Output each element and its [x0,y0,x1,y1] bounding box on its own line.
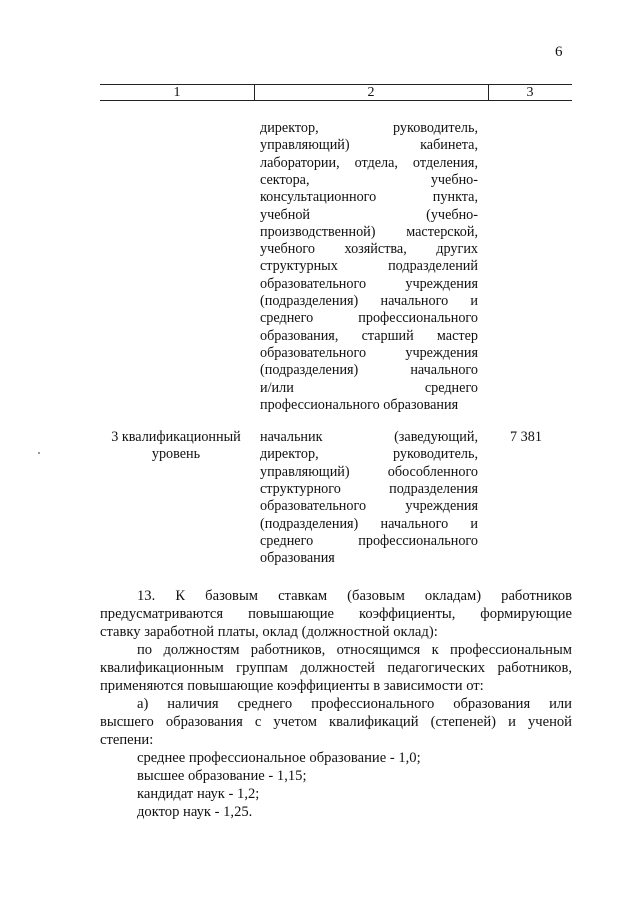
paragraph-line: применяются повышающие коэффициенты в зависимости от: [100,678,484,694]
position-line: образования [260,550,335,567]
paragraph-line: степени: [100,732,154,748]
scan-speck [38,452,40,454]
table-header-col-2: 2 [367,85,375,100]
position-line: директор, руководитель, [260,446,478,463]
coefficient-item: кандидат наук - 1,2; [137,786,260,802]
position-line: структурных подразделений [260,258,478,275]
paragraph-education [100,695,572,749]
position-line: образовательного учреждения [260,344,478,361]
paragraph-line: по должностям работников, относящимся к профессиональным [137,642,572,658]
position-line: управляющий) кабинета, [260,137,478,154]
position-line: управляющий) обособленного [260,463,478,480]
paragraph-13 [100,587,572,641]
paragraph-line: квалификационным группам должностей педагогических работников, [100,660,572,676]
position-line: и/или среднего [260,379,478,396]
position-line: (подразделения) начального [260,362,478,379]
coefficient-item: высшее образование - 1,15; [137,768,307,784]
position-line: начальник (заведующий, [260,429,478,445]
position-line: структурного подразделения [260,480,478,497]
position-line: лаборатории, отдела, отделения, [260,154,478,171]
salary-amount: 7 381 [510,429,542,445]
qualification-level-line: 3 квалификационный [111,429,241,445]
paragraph-line: а) наличия среднего профессионального образования или [137,696,572,712]
table-header-col-3: 3 [526,85,534,100]
position-line: (подразделения) начального и [260,293,478,309]
position-line: директор, руководитель, [260,120,478,136]
position-line: сектора, учебно- [260,171,478,188]
position-line: производственной) мастерской, [260,223,478,240]
qualification-level-line: уровень [151,446,201,463]
coefficient-item: среднее профессиональное образование - 1,0; [137,750,421,766]
position-line: учебной (учебно- [260,206,478,223]
position-line: среднего профессионального [260,310,478,327]
paragraph-line: 13. К базовым ставкам (базовым окладам) работников [137,588,572,604]
paragraph-line: высшего образования с учетом квалификаций (степеней) и ученой [100,714,572,730]
paragraph-line: предусматриваются повышающие коэффициенты, формирующие [100,606,572,622]
paragraph-line: ставку заработной платы, оклад (должностной оклад): [100,624,438,640]
page-number: 6 [555,44,563,60]
position-line: образовательного учреждения [260,275,478,292]
position-line: профессионального образования [260,396,459,413]
position-line: (подразделения) начального и [260,515,478,532]
paragraph-positions [100,641,572,695]
position-line: образования, старший мастер [260,327,478,344]
position-line: консультационного пункта, [260,189,478,206]
position-line: образовательного учреждения [260,498,478,515]
position-line: учебного хозяйства, других [260,241,478,258]
table-header-col-1: 1 [173,85,181,100]
position-line: среднего профессионального [260,532,478,549]
qualification-level-label [100,429,252,464]
coefficient-item: доктор наук - 1,25. [137,804,253,820]
